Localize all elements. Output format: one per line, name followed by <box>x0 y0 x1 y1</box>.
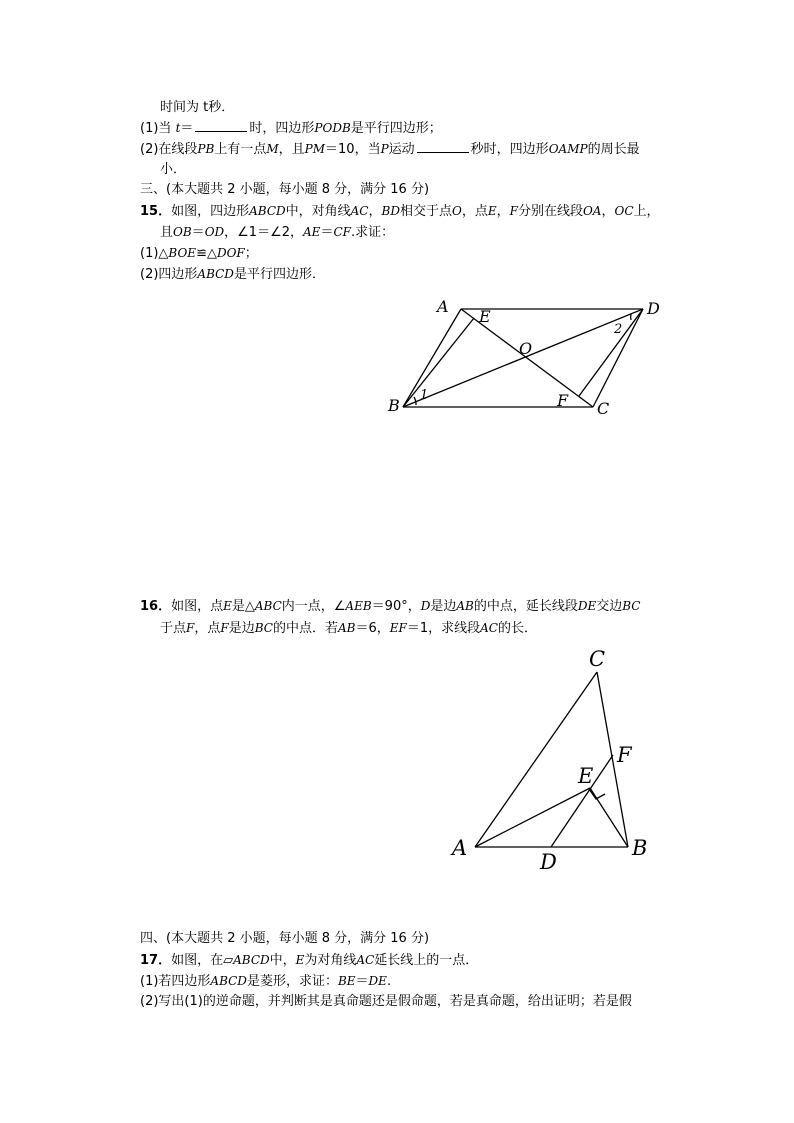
p17-sub2: (2)写出(1)的逆命题，并判断其是真命题还是假命题，若是真命题，给出证明；若是假 <box>140 994 632 1009</box>
label-f: F <box>557 391 569 410</box>
p15-sub1: (1)△BOE≌△DOF； <box>140 246 258 261</box>
side-ac <box>475 672 597 847</box>
p15-sub2: (2)四边形ABCD是平行四边形． <box>140 267 325 282</box>
p15-line1: 15．如图，四边形ABCD中，对角线AC，BD相交于点O，点E，F分别在线段OA，OC上， <box>140 204 660 219</box>
label-f: F <box>617 743 632 767</box>
p14-q2: (2)在线段PB上有一点M，且PM＝10，当P运动 秒时，四边形OAMP的周长最 <box>140 142 640 157</box>
label-o: O <box>519 339 533 358</box>
p14-line0: 时间为 t秒． <box>160 100 235 115</box>
section-3-header: 三、(本大题共 2 小题，每小题 8 分，满分 16 分) <box>140 182 430 197</box>
p15-line2: 且OB＝OD，∠1＝∠2，AE＝CF.求证： <box>160 225 395 240</box>
label-e: E <box>578 764 594 788</box>
p16-line2: 于点F，点F是边BC的中点．若AB＝6，EF＝1，求线段AC的长． <box>160 621 537 636</box>
label-a: A <box>452 836 468 860</box>
p17-sub1: (1)若四边形ABCD是菱形，求证：BE＝DE. <box>140 974 392 989</box>
label-c: C <box>589 647 606 671</box>
label-d: D <box>647 299 660 318</box>
label-d: D <box>540 850 557 874</box>
segment-ae <box>475 788 590 847</box>
p17-line1: 17．如图，在▱ABCD中，E为对角线AC延长线上的一点． <box>140 953 479 968</box>
label-b: B <box>388 396 400 415</box>
p14-q1: (1)当 t＝ 时，四边形PODB是平行四边形； <box>140 121 442 136</box>
section-4-header: 四、(本大题共 2 小题，每小题 8 分，满分 16 分) <box>140 931 430 946</box>
label-c: C <box>597 399 610 418</box>
label-b: B <box>632 836 648 860</box>
label-angle-1: 1 <box>420 388 429 403</box>
label-e: E <box>479 307 491 326</box>
p16-line1: 16．如图，点E是△ABC内一点，∠AEB＝90°，D是边AB的中点，延长线段DE交边BC <box>140 599 641 614</box>
label-a: A <box>437 297 449 316</box>
p14-q2-cont: 小． <box>160 162 187 177</box>
label-angle-2: 2 <box>614 322 623 337</box>
